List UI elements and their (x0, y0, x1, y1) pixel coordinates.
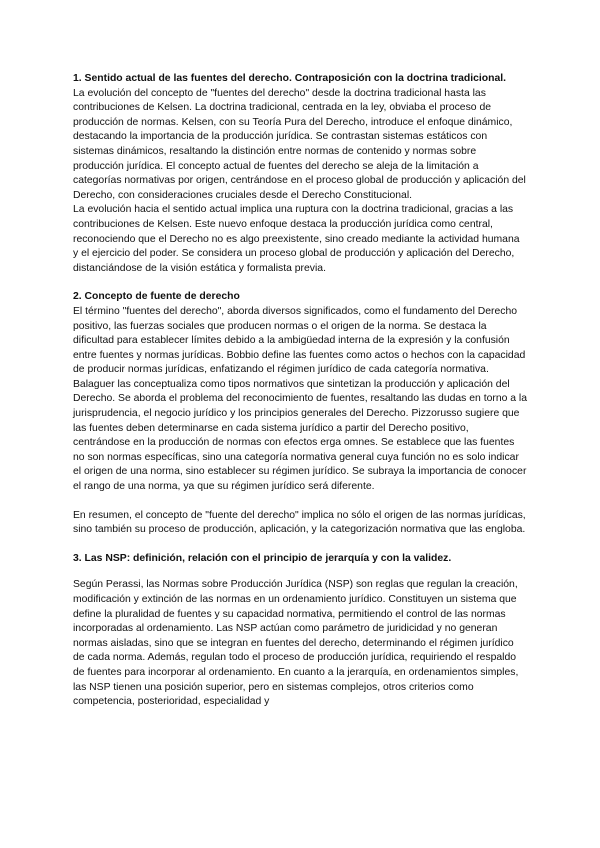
section-2-heading: 2. Concepto de fuente de derecho (73, 291, 240, 303)
section-3-paragraph-1: Según Perassi, las Normas sobre Producción Jurídica (NSP) son reglas que regulan la creación, modificación y extinción de las normas en un ordenamiento jurídico. Constituyen un sistema que define la pluralidad de fuentes y su capacidad normativa, permitiendo el control de las normas incorporadas al ordenamiento. Las NSP actúan como parámetro de juridicidad y no generan normas aisladas, sino que se integran en fuentes del derecho, determinando el régimen jurídico de cada norma. Además, regulan todo el proceso de producción jurídica, requiriendo el respaldo de fuentes para incorporar al ordenamiento. En cuanto a la jerarquía, en ordenamientos simples, las NSP tienen una posición superior, pero en sistemas complejos, otros criterios como competencia, posterioridad, especialidad y (73, 579, 519, 708)
section-2-paragraph-1: El término "fuentes del derecho", aborda diversos significados, como el fundamento del Derecho positivo, las fuerzas sociales que producen normas o el origen de la norma. Se destaca la dificultad para establecer límites debido a la ambigüedad interna de la expresión y la confusión entre fuentes y normas jurídicas. Bobbio define las fuentes como actos o hechos con la capacidad de producir normas jurídicas, enfatizando el régimen jurídico de cada categoría normativa. Balaguer las conceptualiza como tipos normativos que sintetizan la producción y aplicación del Derecho. Se aborda el problema del reconocimiento de fuentes, resaltando las dudas en torno a la jurisprudencia, el negocio jurídico y los principios generales del Derecho. Pizzorusso sugiere que las fuentes deben determinarse en cada sistema jurídico a partir del Derecho positivo, centrándose en la producción de normas con efectos erga omnes. Se establece que las fuentes no son normas específicas, sino una categoría normativa general cuya función no es solo indicar el origen de una norma, sino establecer su régimen jurídico. Se subraya la importancia de conocer el rango de una norma, ya que su régimen jurídico será diferente. (73, 305, 528, 493)
section-2-paragraph-2: En resumen, el concepto de "fuente del derecho" implica no sólo el origen de las normas jurídicas, sino también su proceso de producción, aplicación, y la categorización normativa que las engloba. (73, 509, 526, 536)
document-page (73, 72, 527, 710)
section-1-heading: 1. Sentido actual de las fuentes del derecho. Contraposición con la doctrina tradicional. (73, 73, 507, 84)
section-3-heading: 3. Las NSP: definición, relación con el principio de jerarquía y con la validez. (73, 552, 452, 564)
section-1-paragraph-2: La evolución hacia el sentido actual implica una ruptura con la doctrina tradicional, gracias a las contribuciones de Kelsen. Este nuevo enfoque destaca la producción jurídica como central, reconociendo que el Derecho no es algo preexistente, sino creado mediante la actividad humana y el ejercicio del poder. Se considera un proceso global de producción y aplicación del Derecho, distanciándose de la visión estática y formalista previa. (73, 204, 520, 274)
section-1-paragraph-1: La evolución del concepto de "fuentes del derecho" desde la doctrina tradicional hasta las contribuciones de Kelsen. La doctrina tradicional, centrada en la ley, obviaba el proceso de producción de normas. Kelsen, con su Teoría Pura del Derecho, introduce el enfoque dinámico, destacando la importancia de la producción jurídica. Se contrastan sistemas estáticos con sistemas dinámicos, resaltando la distinción entre normas de contenido y normas sobre producción jurídica. El concepto actual de fuentes del derecho se aleja de la limitación a categorías normativas por origen, centrándose en el proceso global de producción y aplicación del Derecho, con consideraciones cruciales desde el Derecho Constitucional. (73, 87, 526, 201)
